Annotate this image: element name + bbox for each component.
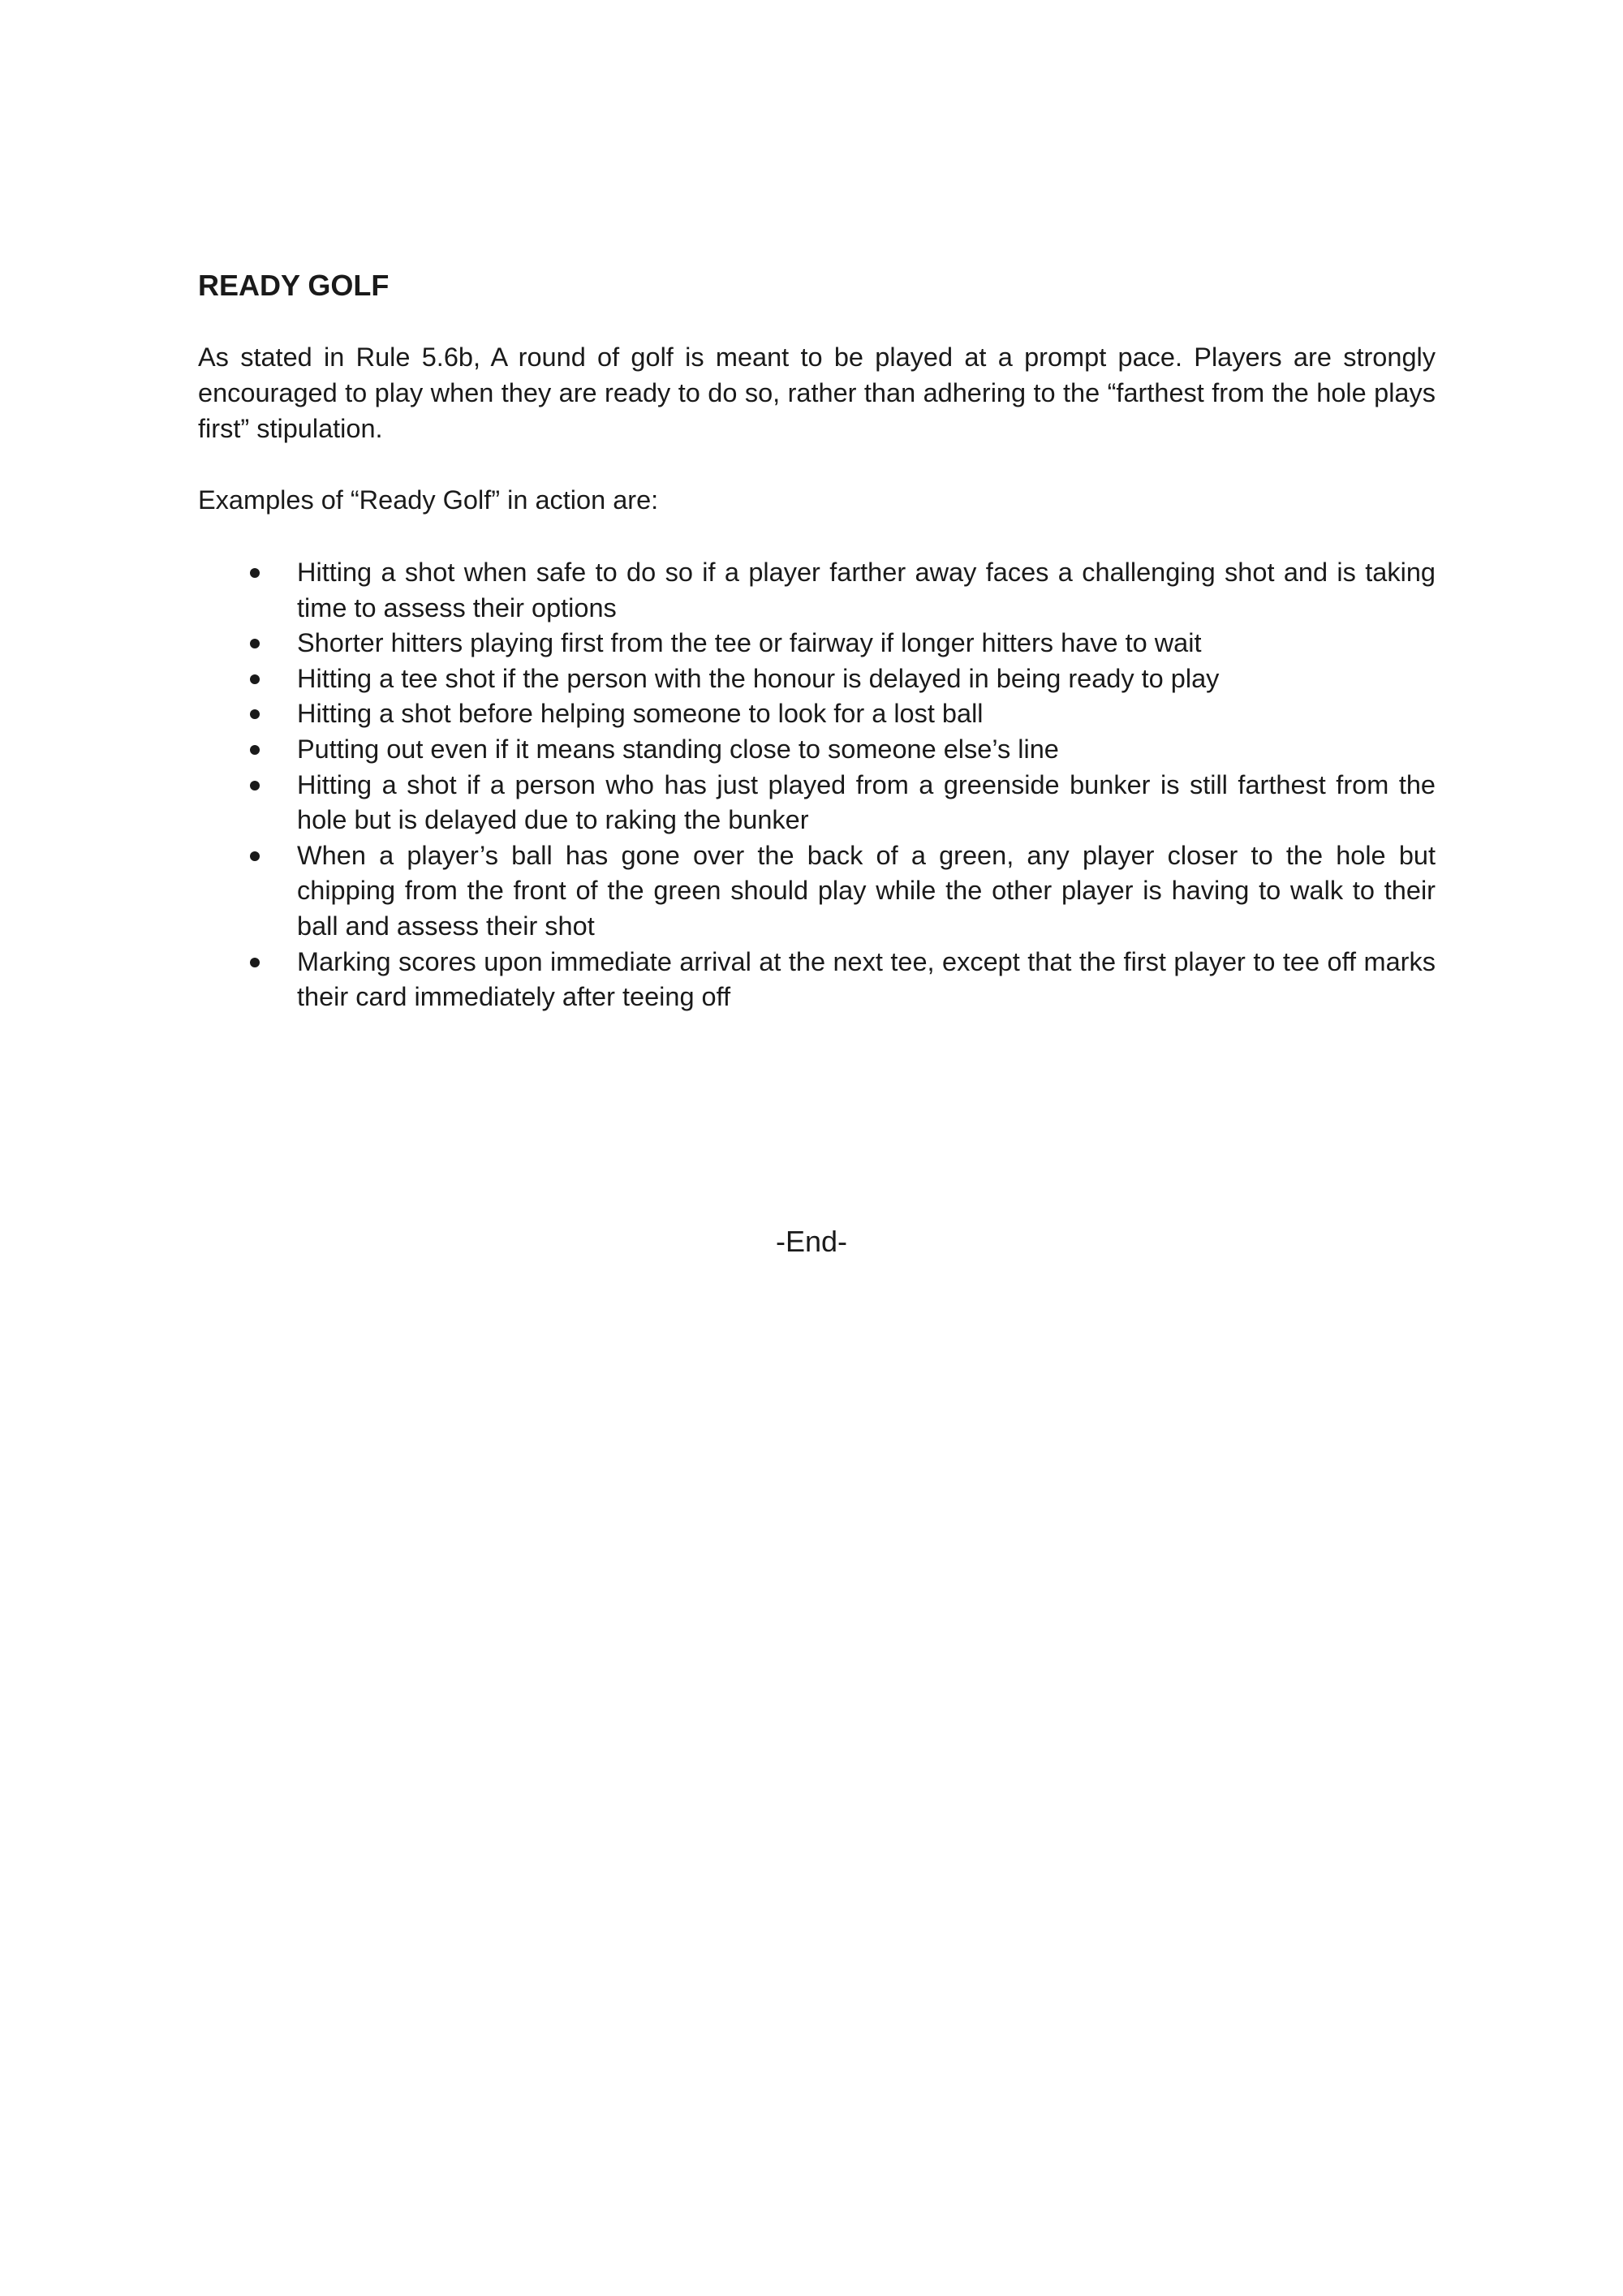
list-item — [198, 732, 1436, 768]
list-item — [198, 555, 1436, 626]
list-item-text: Hitting a shot when safe to do so if a player farther away faces a challenging shot and is taking time to assess their options — [297, 558, 1436, 622]
end-marker: -End- — [775, 1225, 848, 1258]
bullet-icon — [250, 958, 260, 967]
ready-golf-examples-list — [198, 555, 1436, 1015]
bullet-icon — [250, 709, 260, 719]
list-item-text: Putting out even if it means standing close to someone else’s line — [297, 734, 1059, 764]
list-item — [198, 626, 1436, 661]
list-item-text: Marking scores upon immediate arrival at the next tee, except that the first player to tee off marks their card immediately after teeing off — [297, 946, 1436, 1012]
list-item-text: Hitting a tee shot if the person with the honour is delayed in being ready to play — [297, 663, 1220, 693]
list-item-text: Hitting a shot if a person who has just played from a greenside bunker is still farthest from the hole but is delayed due to raking the bunker — [297, 769, 1436, 835]
bullet-icon — [250, 639, 260, 648]
list-item — [198, 696, 1436, 732]
bullet-icon — [250, 851, 260, 861]
list-item — [198, 768, 1436, 838]
bullet-icon — [250, 781, 260, 790]
list-item-text: Hitting a shot before helping someone to look for a lost ball — [297, 699, 984, 729]
document-content — [198, 268, 1436, 1015]
list-item-text: When a player’s ball has gone over the back of a green, any player closer to the hole but chipping from the front of the green should play while the other player is having to walk to their ball and assess their shot — [297, 840, 1436, 941]
list-item — [198, 661, 1436, 697]
bullet-icon — [250, 674, 260, 684]
intro-paragraph: As stated in Rule 5.6b, A round of golf is meant to be played at a prompt pace. Players are strongly encouraged to play when they are ready to do so, rather than adhering to the “farthest from the hole plays first” stipulation. — [198, 342, 1436, 443]
bullet-icon — [250, 745, 260, 755]
bullet-icon — [250, 568, 260, 578]
list-item — [198, 838, 1436, 945]
examples-heading: Examples of “Ready Golf” in action are: — [198, 485, 659, 515]
list-item-text: Shorter hitters playing first from the tee or fairway if longer hitters have to wait — [297, 628, 1202, 658]
document-title: READY GOLF — [198, 269, 390, 302]
list-item — [198, 945, 1436, 1015]
